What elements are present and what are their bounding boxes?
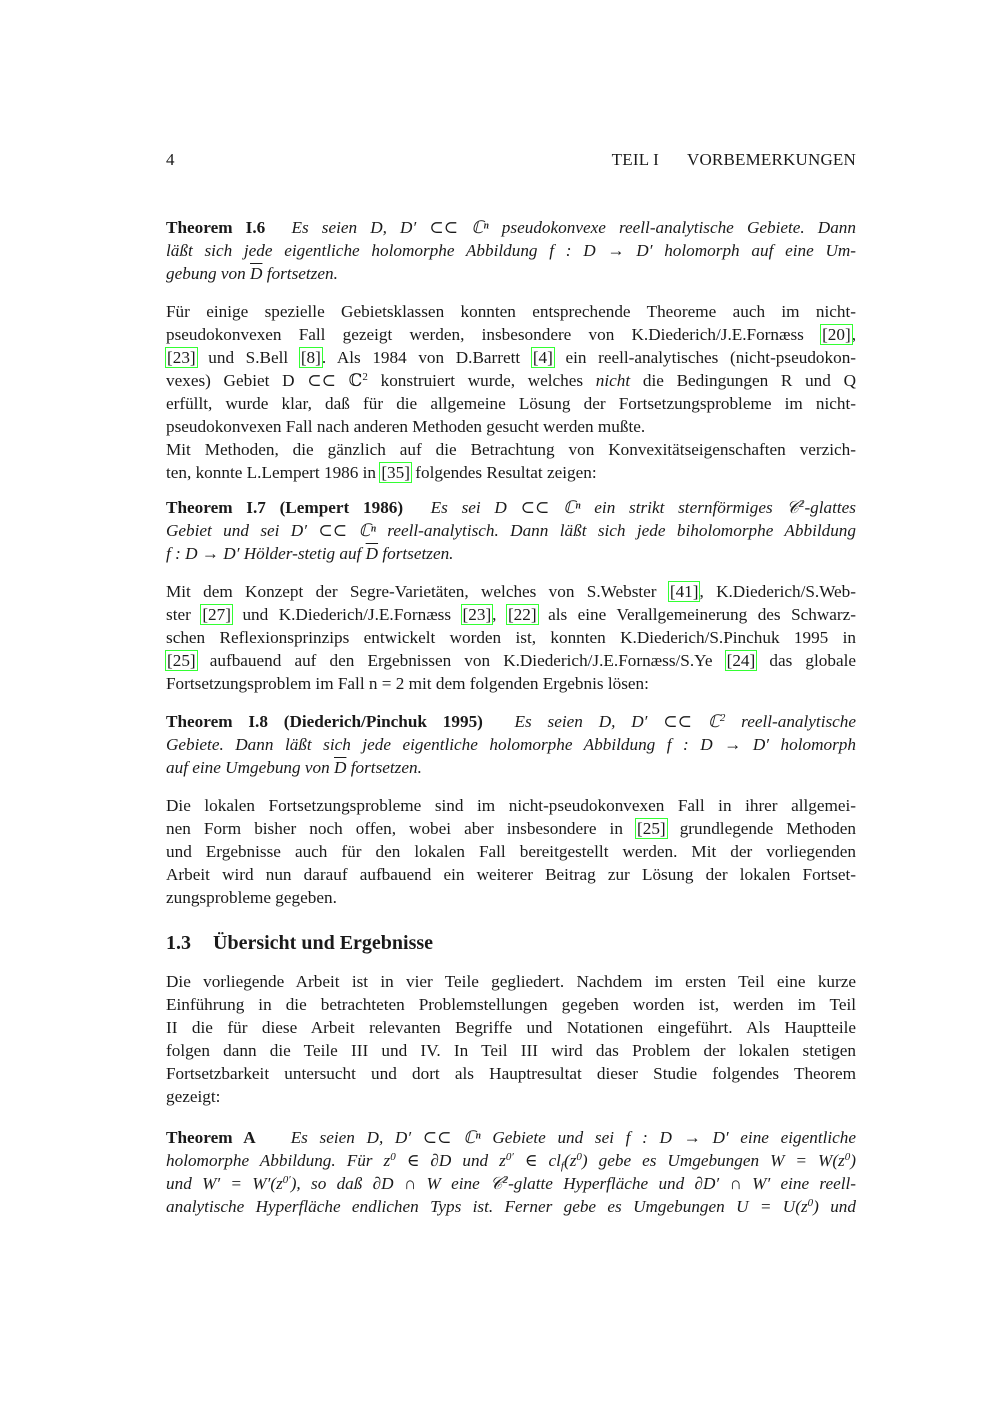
citation-link[interactable]: [27] bbox=[202, 605, 231, 624]
citation-link[interactable]: [22] bbox=[507, 605, 537, 624]
citation-link[interactable]: [24] bbox=[726, 651, 756, 670]
theorem-I6: Theorem I.6 Es seien D, D′ ⊂⊂ ℂⁿ pseudokonvexe reell-analytische Gebiete. Dann läßt sich jede eigentliche holomorphe Abbildung f : D → D′ holomorph auf eine Um- gebung von $\overline{D}$ fortsetzen. bbox=[166, 218, 856, 283]
citation-link[interactable]: [25] bbox=[167, 651, 196, 670]
paragraph-2: Mit dem Konzept der Segre-Varietäten, welches von S.Webster [41], K.Diederich/S.Web- ster [27] und K.Diederich/J.E.Fornæss [23], [22] als eine Verallgemeinerung des Schwarz- schen Reflexionsprinzips entwickelt worden ist, konnten K.Diederich/S.Pinchuk 1995 in [25] aufbauend auf den Ergebnissen von K.Diederich/J.E.Fornæss/S.Ye [24] das globale Fortsetzungsproblem im Fall n = 2 mit dem folgenden Ergebnis lösen: bbox=[166, 582, 856, 693]
section-number: 1.3 bbox=[166, 932, 191, 954]
paragraph-1: Für einige spezielle Gebietsklassen konnten entsprechende Theoreme auch im nicht- pseudokonvexen Fall gezeigt werden, insbesondere von K.Diederich/J.E.Fornæss [20], [23] und S.Bell [8]. Als 1984 von D.Barrett [4] ein reell-analytisches (nicht-pseudokon- vexes) Gebiet D ⊂⊂ ℂ$^2$ konstruiert wurde, welches nicht die Bedingungen R und Q erfüllt, wurde klar, daß für die allgemeine Lösung der Fortsetzungsprobleme im nicht- pseudokonvexen Fall nach anderen Methoden gesucht werden mußte. Mit Methoden, die gänzlich auf die Betrachtung von Konvexitätseigenschaften verzich- ten, konnte L.Lempert 1986 in [35] folgendes Resultat zeigen: bbox=[166, 302, 857, 482]
section-title: Übersicht und Ergebnisse bbox=[213, 932, 434, 954]
citation-link[interactable]: [41] bbox=[669, 582, 699, 601]
running-title bbox=[612, 150, 856, 170]
section-heading bbox=[166, 932, 433, 955]
theorem-label: Theorem I.6 bbox=[166, 218, 266, 237]
paragraph-3: Die lokalen Fortsetzungsprobleme sind im nicht-pseudokonvexen Fall in ihrer allgemei- nen Form bisher noch offen, wobei aber insbesondere in [25] grundlegende Methoden und Ergebnisse auch für den lokalen Fall bereitgestellt werden. Mit der vorliegenden Arbeit wird nun darauf aufbauend ein weiterer Beitrag zur Lösung der lokalen Fortset- zungsprobleme gegeben. bbox=[166, 796, 857, 907]
citation-link[interactable]: [23] bbox=[167, 348, 196, 367]
theorem-I8: Theorem I.8 (Diederich/Pinchuk 1995) Es seien D, D′ ⊂⊂ ℂ$^2$ reell-analytische Gebiete. Dann läßt sich jede eigentliche holomorphe Abbildung f : D → D′ holomorph auf eine Umgebung von $\overline{D}$ fortsetzen. bbox=[166, 712, 857, 777]
theorem-label: Theorem A bbox=[166, 1128, 256, 1147]
theorem-I7: Theorem I.7 (Lempert 1986) Es sei D ⊂⊂ ℂⁿ ein strikt sternförmiges 𝒞$^2$-glattes Gebiet und sei D′ ⊂⊂ ℂⁿ reell-analytisch. Dann läßt sich jede biholomorphe Abbildung f : D → D′ Hölder-stetig auf $\overline{D}$ fortsetzen. bbox=[166, 498, 856, 563]
citation-link[interactable]: [35] bbox=[381, 463, 410, 482]
chapter-label: VORBEMERKUNGEN bbox=[686, 150, 856, 169]
citation-link[interactable]: [23] bbox=[462, 605, 492, 624]
paragraph-4: Die vorliegende Arbeit ist in vier Teile gegliedert. Nachdem im ersten Teil eine kurze Einführung in die betrachteten Problemstellungen gegeben worden ist, werden im Teil II die für diese Arbeit relevanten Begriffe und Notationen eingeführt. Als Hauptteile folgen dann die Teile III und IV. In Teil III wird das Problem der lokalen stetigen Fortsetzbarkeit untersucht und dort als Hauptresultat dieser Studie folgendes Theorem gezeigt: bbox=[166, 972, 856, 1106]
citation-link[interactable]: [20] bbox=[822, 325, 851, 344]
theorem-label: Theorem I.8 (Diederich/Pinchuk 1995) bbox=[166, 712, 483, 731]
theorem-label: Theorem I.7 (Lempert 1986) bbox=[166, 498, 404, 517]
part-label: TEIL I bbox=[611, 150, 659, 169]
theorem-A: Theorem A Es seien D, D′ ⊂⊂ ℂⁿ Gebiete und sei f : D → D′ eine eigentliche holomorphe Abbildung. Für $z^0$ ∈ ∂D und $z^{0'}$ ∈ $cl_f(z^0)$ gebe es Umgebungen $W = W(z^0)$ und $W' = W'(z^{0'})$, so daß ∂D ∩ W eine 𝒞$^2$-glatte Hyperfläche und ∂D′ ∩ W′ eine reell- analytische Hyperfläche endlichen Typs ist. Ferner gebe es Umgebungen $U = U(z^0)$ und bbox=[166, 1128, 857, 1216]
running-header bbox=[166, 150, 856, 174]
citation-link[interactable]: [25] bbox=[637, 819, 666, 838]
page-number: 4 bbox=[166, 150, 175, 169]
citation-link[interactable]: [4] bbox=[532, 348, 553, 367]
citation-link[interactable]: [8] bbox=[300, 348, 321, 367]
